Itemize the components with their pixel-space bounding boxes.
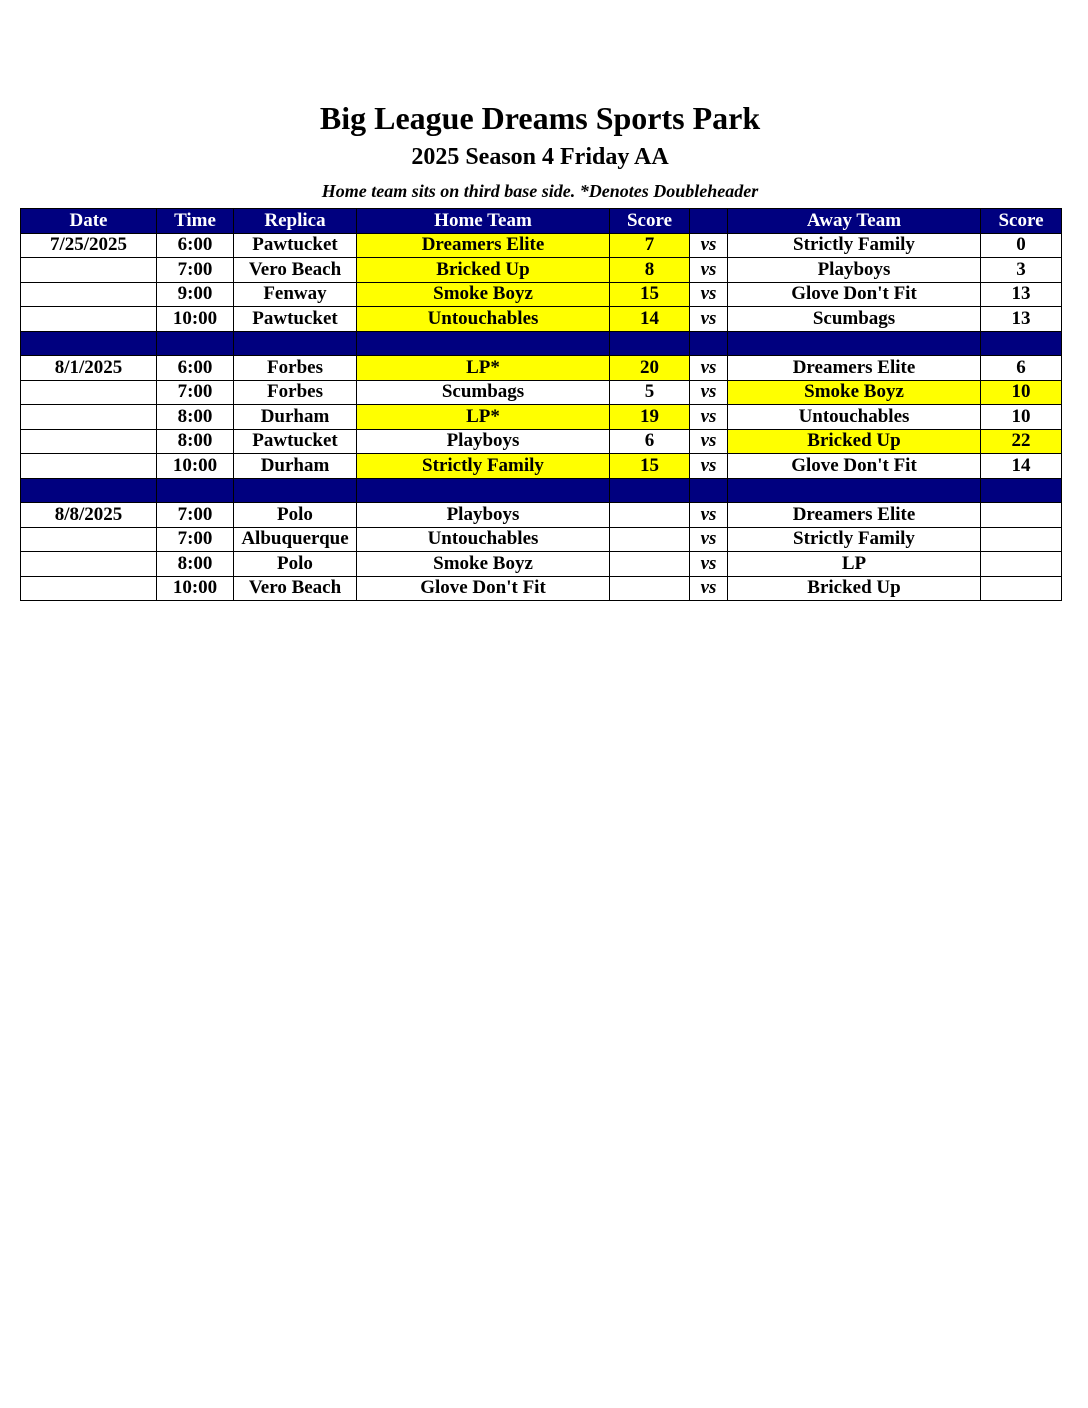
replica-cell: Albuquerque — [234, 527, 357, 552]
header-replica: Replica — [234, 209, 357, 234]
separator-cell — [21, 331, 157, 356]
replica-cell: Durham — [234, 454, 357, 479]
away-team-cell: LP — [728, 552, 981, 577]
home-team-cell: Untouchables — [357, 527, 610, 552]
date-cell — [21, 405, 157, 430]
table-row — [21, 527, 1062, 552]
table-row — [21, 258, 1062, 283]
home-team-cell: Bricked Up — [357, 258, 610, 283]
time-cell: 10:00 — [157, 576, 234, 601]
replica-cell: Polo — [234, 552, 357, 577]
separator-cell — [610, 331, 690, 356]
vs-cell: vs — [690, 405, 728, 430]
table-row — [21, 233, 1062, 258]
vs-cell: vs — [690, 576, 728, 601]
separator-cell — [357, 331, 610, 356]
separator-cell — [157, 331, 234, 356]
home-team-cell: Strictly Family — [357, 454, 610, 479]
away-team-cell: Strictly Family — [728, 527, 981, 552]
header-vs — [690, 209, 728, 234]
time-cell: 8:00 — [157, 405, 234, 430]
time-cell: 7:00 — [157, 527, 234, 552]
date-cell — [21, 527, 157, 552]
away-team-cell: Dreamers Elite — [728, 503, 981, 528]
table-row — [21, 405, 1062, 430]
vs-cell: vs — [690, 282, 728, 307]
table-row — [21, 307, 1062, 332]
replica-cell: Polo — [234, 503, 357, 528]
header-home-score: Score — [610, 209, 690, 234]
home-score-cell: 7 — [610, 233, 690, 258]
date-cell — [21, 282, 157, 307]
replica-cell: Pawtucket — [234, 307, 357, 332]
away-score-cell: 13 — [981, 307, 1062, 332]
table-row — [21, 356, 1062, 381]
vs-cell: vs — [690, 233, 728, 258]
away-team-cell: Glove Don't Fit — [728, 282, 981, 307]
header-home-team: Home Team — [357, 209, 610, 234]
table-header-row — [21, 209, 1062, 234]
away-team-cell: Dreamers Elite — [728, 356, 981, 381]
separator-cell — [21, 478, 157, 503]
home-team-cell: Scumbags — [357, 380, 610, 405]
separator-cell — [234, 331, 357, 356]
away-team-cell: Scumbags — [728, 307, 981, 332]
home-score-cell: 15 — [610, 282, 690, 307]
table-row — [21, 282, 1062, 307]
date-cell — [21, 258, 157, 283]
table-row — [21, 429, 1062, 454]
time-cell: 10:00 — [157, 454, 234, 479]
time-cell: 10:00 — [157, 307, 234, 332]
date-cell — [21, 454, 157, 479]
replica-cell: Forbes — [234, 356, 357, 381]
vs-cell: vs — [690, 380, 728, 405]
separator-cell — [981, 478, 1062, 503]
away-score-cell — [981, 527, 1062, 552]
home-team-cell: Untouchables — [357, 307, 610, 332]
schedule-table — [20, 208, 1062, 601]
table-row — [21, 503, 1062, 528]
separator-cell — [357, 478, 610, 503]
separator-cell — [690, 478, 728, 503]
time-cell: 9:00 — [157, 282, 234, 307]
replica-cell: Fenway — [234, 282, 357, 307]
away-score-cell — [981, 576, 1062, 601]
home-score-cell: 15 — [610, 454, 690, 479]
replica-cell: Forbes — [234, 380, 357, 405]
time-cell: 8:00 — [157, 552, 234, 577]
away-score-cell: 6 — [981, 356, 1062, 381]
schedule-body — [21, 233, 1062, 601]
separator-cell — [981, 331, 1062, 356]
separator-row — [21, 331, 1062, 356]
time-cell: 7:00 — [157, 380, 234, 405]
table-row — [21, 454, 1062, 479]
away-score-cell: 0 — [981, 233, 1062, 258]
home-team-cell: Smoke Boyz — [357, 282, 610, 307]
vs-cell: vs — [690, 307, 728, 332]
away-team-cell: Bricked Up — [728, 576, 981, 601]
home-score-cell — [610, 503, 690, 528]
away-score-cell — [981, 552, 1062, 577]
separator-row — [21, 478, 1062, 503]
home-score-cell: 5 — [610, 380, 690, 405]
date-cell: 8/1/2025 — [21, 356, 157, 381]
home-team-cell: LP* — [357, 356, 610, 381]
home-team-cell: Playboys — [357, 503, 610, 528]
date-cell — [21, 576, 157, 601]
header-time: Time — [157, 209, 234, 234]
time-cell: 6:00 — [157, 356, 234, 381]
home-score-cell — [610, 527, 690, 552]
replica-cell: Vero Beach — [234, 576, 357, 601]
vs-cell: vs — [690, 258, 728, 283]
vs-cell: vs — [690, 503, 728, 528]
replica-cell: Durham — [234, 405, 357, 430]
away-team-cell: Smoke Boyz — [728, 380, 981, 405]
date-cell — [21, 380, 157, 405]
separator-cell — [690, 331, 728, 356]
table-row — [21, 380, 1062, 405]
table-row — [21, 552, 1062, 577]
time-cell: 6:00 — [157, 233, 234, 258]
home-team-cell: LP* — [357, 405, 610, 430]
header-away-team: Away Team — [728, 209, 981, 234]
header-date: Date — [21, 209, 157, 234]
away-score-cell: 14 — [981, 454, 1062, 479]
replica-cell: Vero Beach — [234, 258, 357, 283]
separator-cell — [728, 478, 981, 503]
home-team-cell: Smoke Boyz — [357, 552, 610, 577]
home-score-cell: 20 — [610, 356, 690, 381]
away-team-cell: Strictly Family — [728, 233, 981, 258]
time-cell: 8:00 — [157, 429, 234, 454]
vs-cell: vs — [690, 429, 728, 454]
vs-cell: vs — [690, 454, 728, 479]
home-team-cell: Dreamers Elite — [357, 233, 610, 258]
home-score-cell — [610, 576, 690, 601]
separator-cell — [234, 478, 357, 503]
away-team-cell: Glove Don't Fit — [728, 454, 981, 479]
vs-cell: vs — [690, 356, 728, 381]
home-score-cell: 6 — [610, 429, 690, 454]
separator-cell — [728, 331, 981, 356]
away-score-cell: 22 — [981, 429, 1062, 454]
date-cell: 8/8/2025 — [21, 503, 157, 528]
page-title: Big League Dreams Sports Park — [319, 100, 761, 136]
home-score-cell: 8 — [610, 258, 690, 283]
date-cell — [21, 307, 157, 332]
time-cell: 7:00 — [157, 258, 234, 283]
schedule-note: Home team sits on third base side. *Denotes Doubleheader — [321, 181, 759, 201]
away-score-cell: 13 — [981, 282, 1062, 307]
replica-cell: Pawtucket — [234, 429, 357, 454]
separator-cell — [157, 478, 234, 503]
away-score-cell: 10 — [981, 405, 1062, 430]
away-team-cell: Playboys — [728, 258, 981, 283]
separator-cell — [610, 478, 690, 503]
home-score-cell — [610, 552, 690, 577]
away-score-cell — [981, 503, 1062, 528]
home-team-cell: Playboys — [357, 429, 610, 454]
home-score-cell: 19 — [610, 405, 690, 430]
vs-cell: vs — [690, 552, 728, 577]
vs-cell: vs — [690, 527, 728, 552]
home-score-cell: 14 — [610, 307, 690, 332]
away-team-cell: Untouchables — [728, 405, 981, 430]
table-row — [21, 576, 1062, 601]
home-team-cell: Glove Don't Fit — [357, 576, 610, 601]
date-cell — [21, 429, 157, 454]
replica-cell: Pawtucket — [234, 233, 357, 258]
date-cell — [21, 552, 157, 577]
away-team-cell: Bricked Up — [728, 429, 981, 454]
away-score-cell: 3 — [981, 258, 1062, 283]
away-score-cell: 10 — [981, 380, 1062, 405]
header-away-score: Score — [981, 209, 1062, 234]
page-subtitle: 2025 Season 4 Friday AA — [411, 144, 669, 170]
time-cell: 7:00 — [157, 503, 234, 528]
date-cell: 7/25/2025 — [21, 233, 157, 258]
